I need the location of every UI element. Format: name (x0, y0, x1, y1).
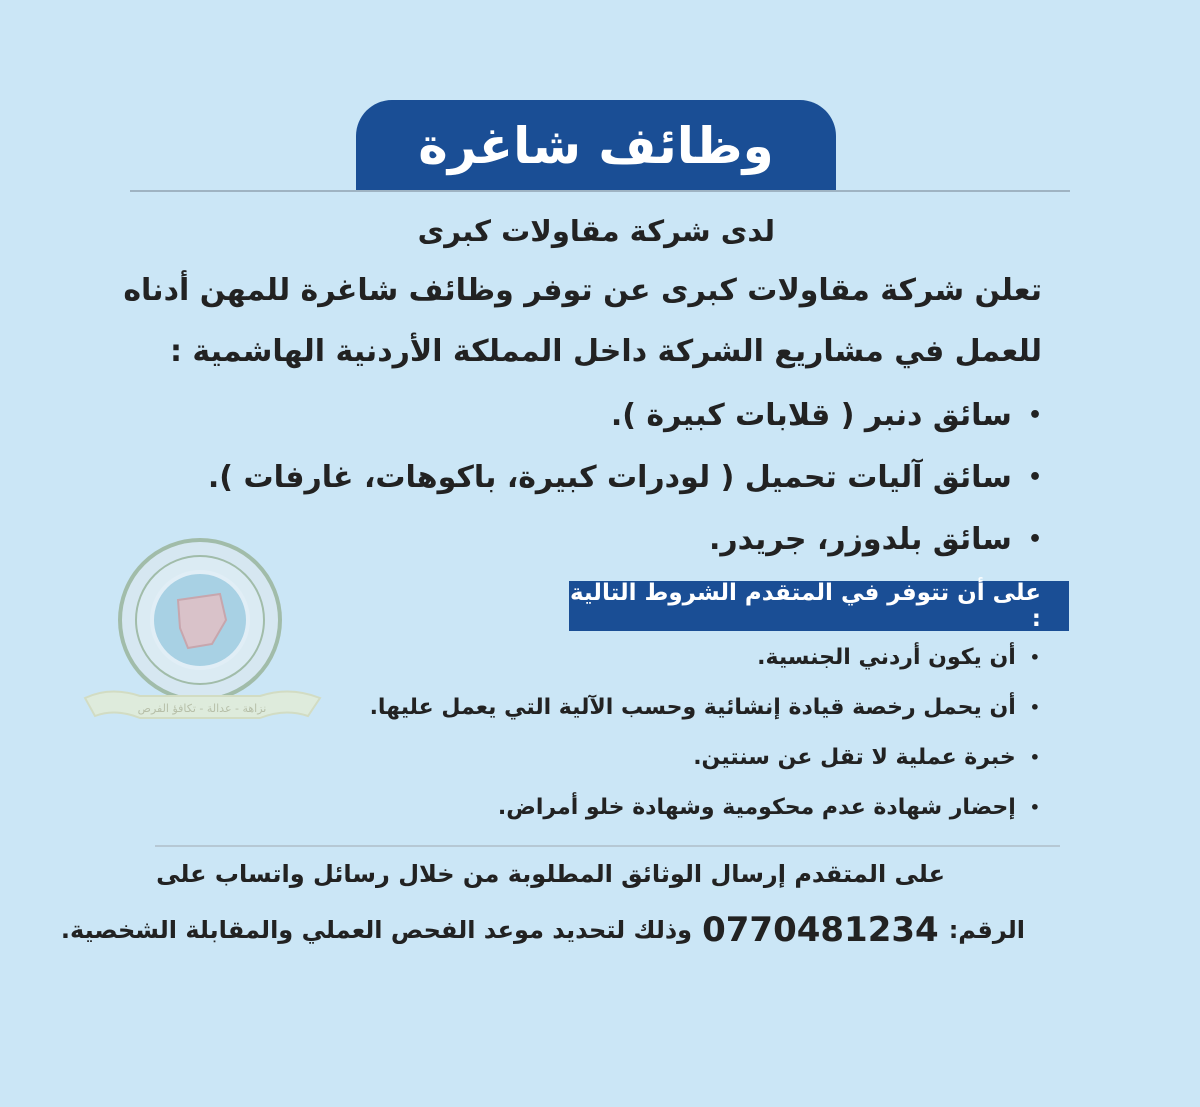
job-item (611, 398, 1042, 433)
footer-divider (155, 845, 1060, 847)
job-label: سائق بلدوزر، جريدر. (709, 522, 1012, 557)
footer-line-2 (61, 910, 1025, 950)
bullet-icon: • (1027, 527, 1042, 552)
bullet-icon: • (1029, 648, 1040, 667)
condition-label: خبرة عملية لا تقل عن سنتين. (693, 745, 1016, 770)
condition-item (370, 695, 1040, 720)
job-label: سائق دنبر ( قلابات كبيرة ). (610, 398, 1012, 433)
conditions-header: على أن تتوفر في المتقدم الشروط التالية : (569, 581, 1069, 631)
footer-line-2-text: وذلك لتحديد موعد الفحص العملي والمقابلة الشخصية. (60, 916, 693, 944)
number-label: الرقم: (948, 916, 1025, 944)
condition-label: إحضار شهادة عدم محكومية وشهادة خلو أمراض. (497, 795, 1016, 820)
condition-item (498, 795, 1040, 820)
job-label: سائق آليات تحميل ( لودرات كبيرة، باكوهات، غارفات ). (207, 460, 1012, 495)
intro-line-2: للعمل في مشاريع الشركة داخل المملكة الأردنية الهاشمية : (169, 334, 1042, 369)
condition-label: أن يحمل رخصة قيادة إنشائية وحسب الآلية التي يعمل عليها. (369, 695, 1016, 720)
bullet-icon: • (1029, 698, 1040, 717)
bullet-icon: • (1029, 798, 1040, 817)
condition-label: أن يكون أردني الجنسية. (757, 645, 1016, 670)
condition-item (693, 745, 1040, 770)
svg-text:نزاهة - عدالة - تكافؤ الفرص: نزاهة - عدالة - تكافؤ الفرص (137, 702, 267, 715)
header-divider (130, 190, 1070, 192)
job-item (709, 522, 1042, 557)
phone-number[interactable]: 0770481234 (702, 910, 939, 950)
civil-service-bureau-seal (80, 538, 325, 738)
bullet-icon: • (1027, 465, 1042, 490)
bullet-icon: • (1029, 748, 1040, 767)
bullet-icon: • (1027, 403, 1042, 428)
subtitle: لدى شركة مقاولات كبرى (417, 214, 775, 248)
intro-line-1: تعلن شركة مقاولات كبرى عن توفر وظائف شاغرة للمهن أدناه (123, 273, 1042, 308)
footer-line-1: على المتقدم إرسال الوثائق المطلوبة من خلال رسائل واتساب على (156, 860, 945, 888)
condition-item (757, 645, 1040, 670)
page-title: وظائف شاغرة (356, 100, 836, 192)
job-item (208, 460, 1042, 495)
